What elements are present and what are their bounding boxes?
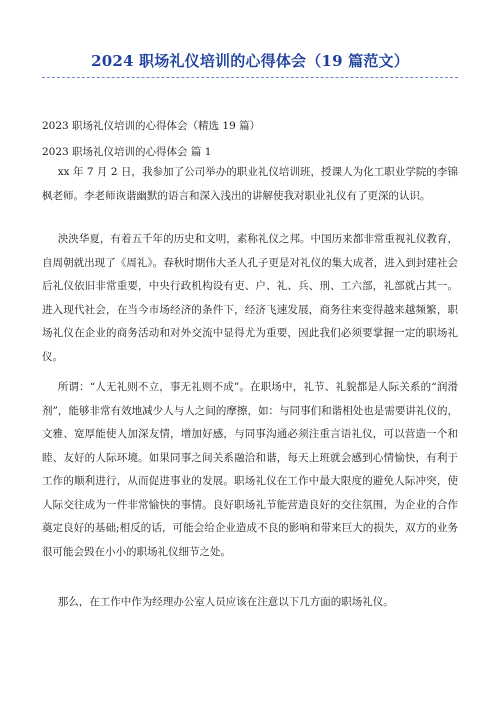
document-title: 2024 职场礼仪培训的心得体会（19 篇范文） <box>91 52 409 70</box>
paragraph-1: xx 年 7 月 2 日，我参加了公司举办的职业礼仪培训班，授课人为化工职业学院的李锦枫老师。李老师诙谐幽默的语言和深入浅出的讲解使我对职业礼仪有了更深的认识。 <box>42 166 458 202</box>
document-subheading: 2023 职场礼仪培训的心得体会（精选 19 篇） <box>42 120 261 132</box>
paragraph-2: 泱泱华夏，有着五千年的历史和文明，素称礼仪之邦。中国历来都非常重视礼仪教育，自周朝就出现了《周礼》。春秋时期伟大圣人孔子更是对礼仪的集大成者，进入到封建社会后礼仪依旧非常重要，中央行政机构设有吏、户、礼、兵、刑、工六部，礼部就占其一。进入现代社会，在当今市场经济的条件下，经济飞速发展，商务往来变得越来越频繁，职场礼仪在企业的商务活动和对外交流中显得尤为重要，因此我们必须要掌握一定的职场礼仪。 <box>42 233 458 363</box>
paragraph-3: 所谓：“人无礼则不立，事无礼则不成”。在职场中，礼节、礼貌都是人际关系的“润滑剂”，能够非常有效地减少人与人之间的摩擦，如：与同事们和谐相处也是需要讲礼仪的，文雅、宽厚能使人加深友情，增加好感，与同事沟通必须注重言语礼仪，可以营造一个和睦、友好的人际环境。如果同事之间关系融洽和谐，每天上班就会感到心情愉快，有利于工作的顺利进行，从而促进事业的发展。职场礼仪在工作中最大限度的避免人际冲突，使人际交往成为一件非常愉快的事情。良好职场礼节能营造良好的交往氛围，为企业的合作奠定良好的基础;相反的话，可能会给企业造成不良的影响和带来巨大的损失，双方的业务很可能会毁在小小的职场礼仪细节之处。 <box>42 381 458 558</box>
section-heading: 2023 职场礼仪培训的心得体会 篇 1 <box>42 146 212 158</box>
paragraph-4: 那么，在工作中作为经理办公室人员应该在注意以下几方面的职场礼仪。 <box>57 596 394 608</box>
title-divider <box>42 77 458 78</box>
